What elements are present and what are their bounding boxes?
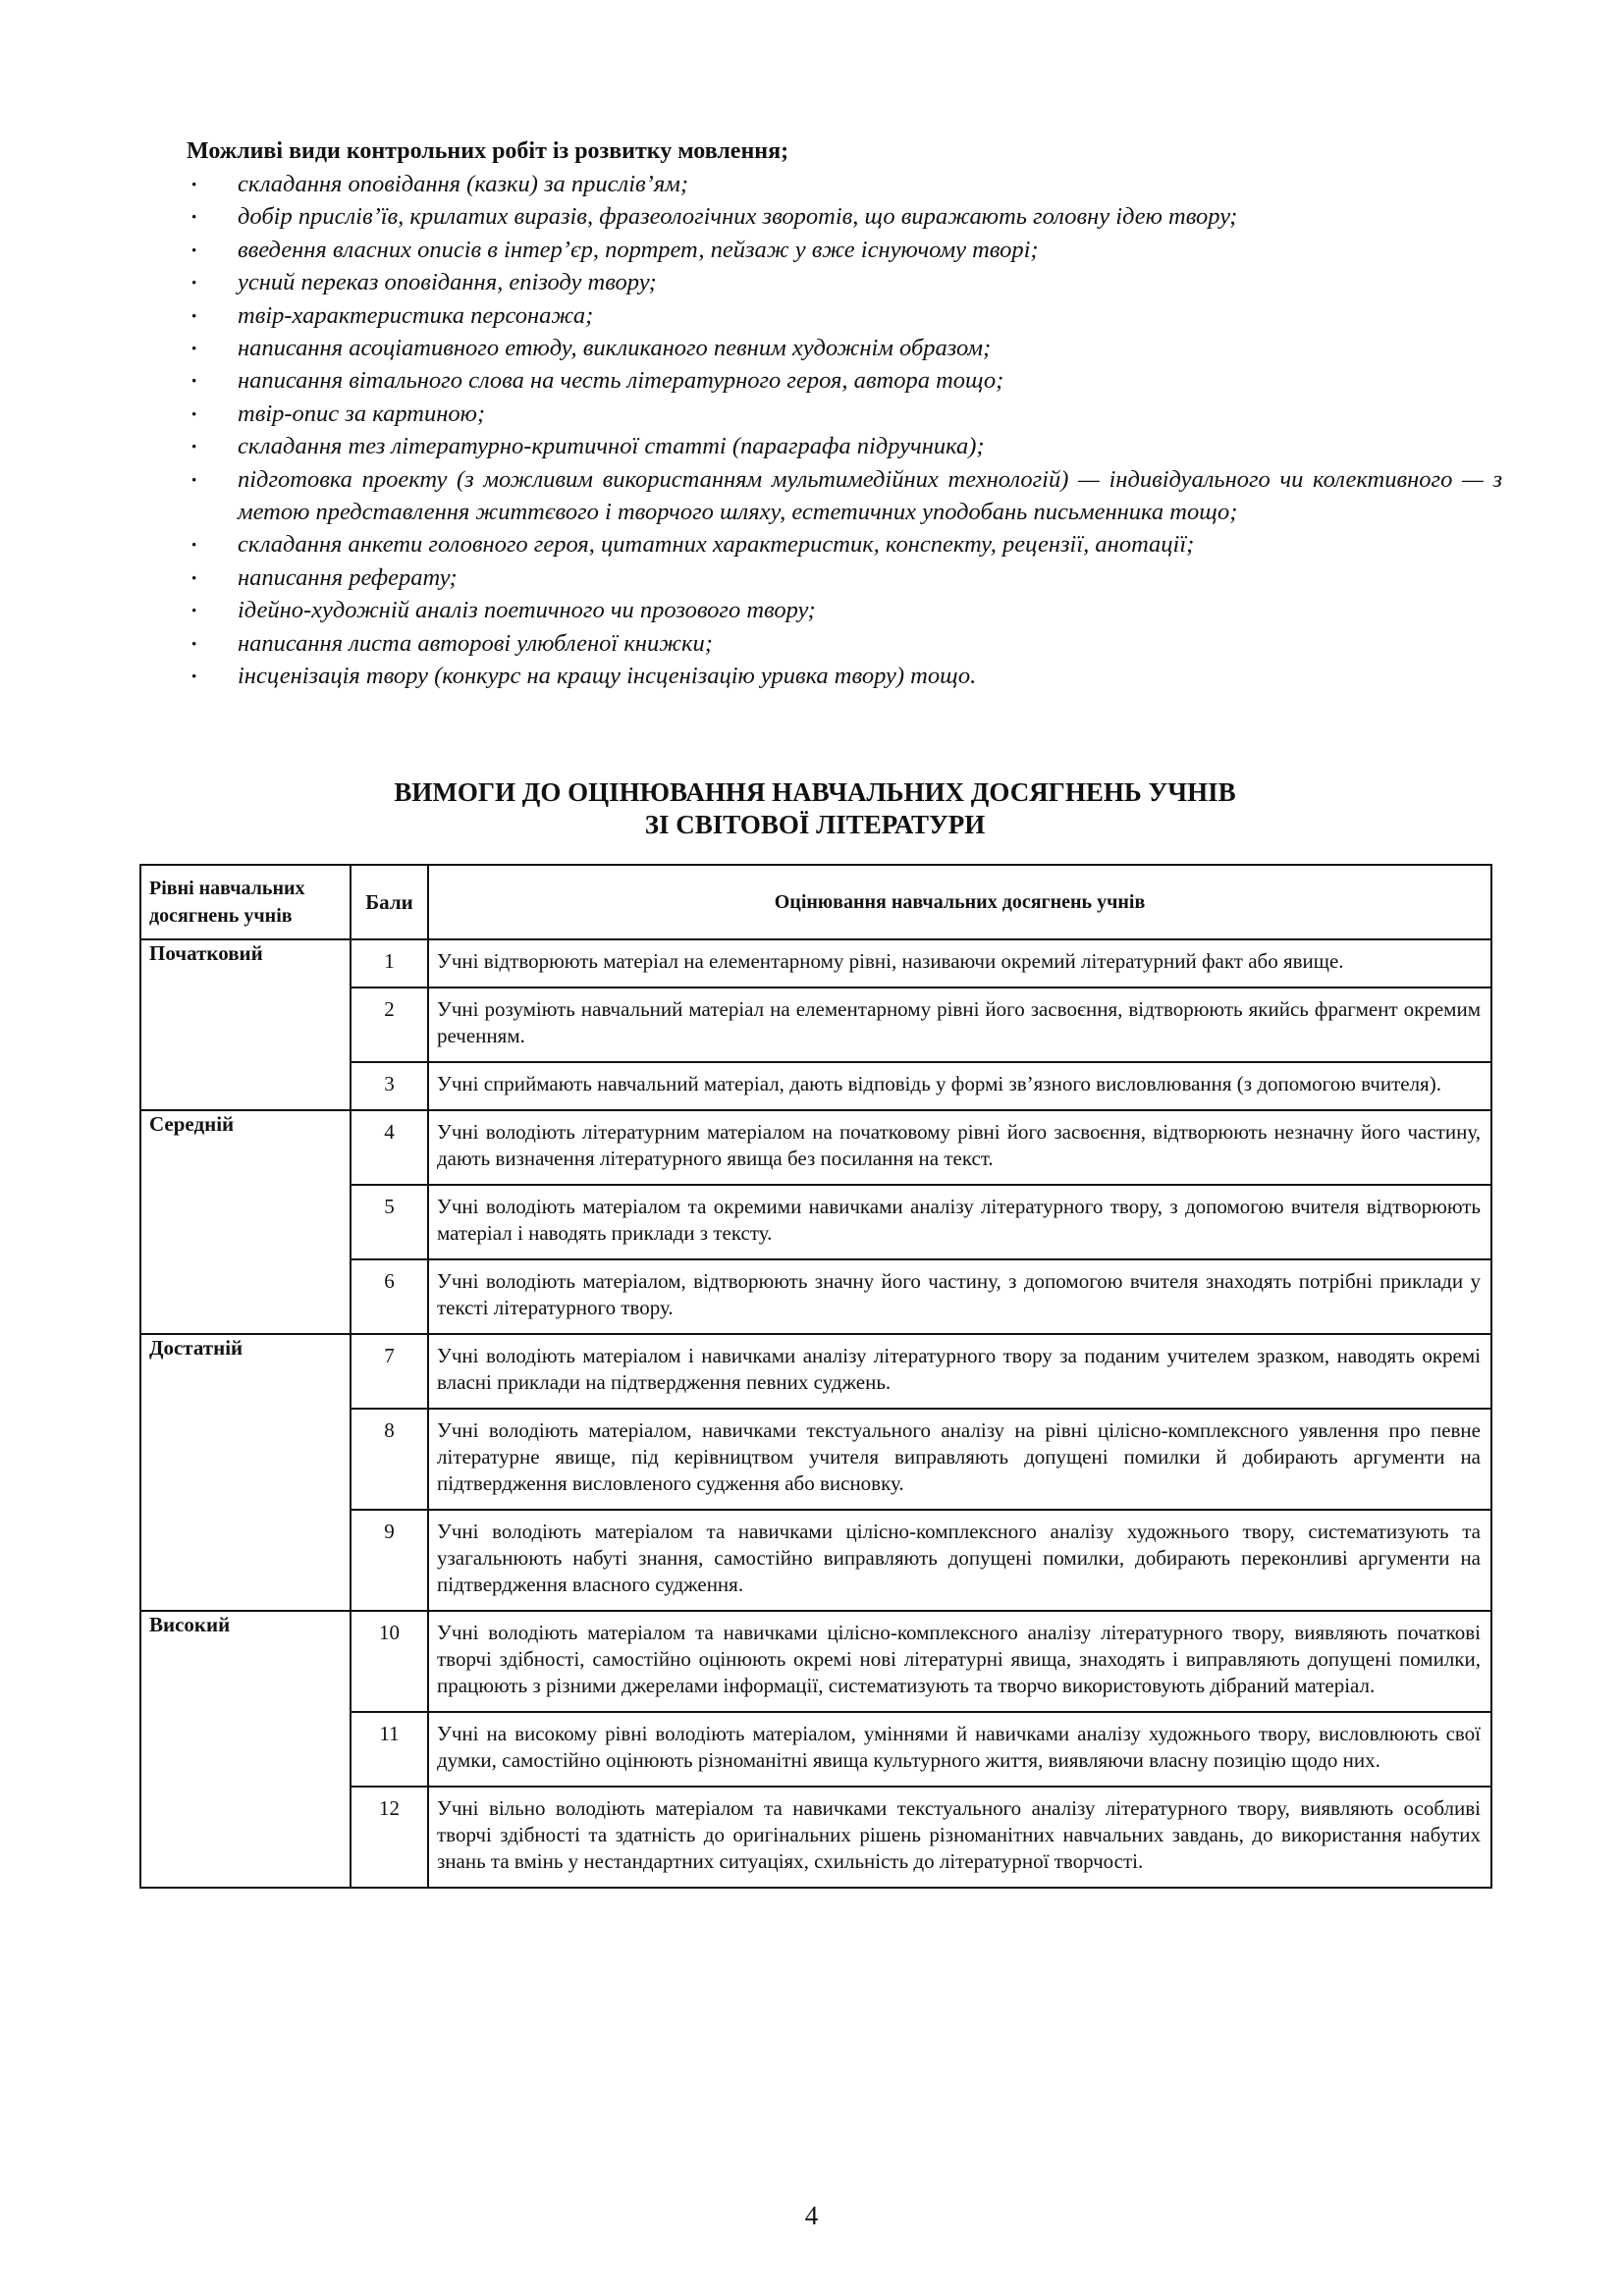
list-item-text: написання листа авторові улюбленої книжки; (238, 629, 713, 657)
level-name: Достатній (140, 1334, 351, 1611)
list-item-text: введення власних описів в інтер’єр, портрет, пейзаж у вже існуючому творі; (238, 236, 1039, 263)
list-item (187, 528, 1502, 561)
score-cell: 10 (351, 1611, 428, 1712)
list-item (187, 299, 1502, 332)
level-name: Високий (140, 1611, 351, 1888)
criteria-cell: Учні відтворюють матеріал на елементарному рівні, називаючи окремий літературний факт або явище. (428, 939, 1491, 988)
table-row (140, 939, 1491, 988)
heading-line-2: ЗІ СВІТОВОЇ ЛІТЕРАТУРИ (644, 810, 986, 839)
list-item-text: підготовка проекту (з можливим використанням мультимедійних технологій) — індивідуального чи колективного — з метою представлення життєвого і творчого шляху, естетичних уподобань письменника тощо; (238, 465, 1502, 526)
criteria-cell: Учні вільно володіють матеріалом та навичками текстуального аналізу літературного твору, виявляють особливі творчі здібності та здатність до оригінальних рішень різноманітних навчальних завдань, до використання набутих знань та вмінь у нестандартних ситуаціях, схильність до літературної творчості. (428, 1787, 1491, 1888)
header-levels: Рівні навчальних досягнень учнів (140, 865, 351, 939)
list-item (187, 168, 1502, 200)
criteria-cell: Учні на високому рівні володіють матеріалом, уміннями й навичками аналізу художнього твору, висловлюють свої думки, самостійно оцінюють різноманітні явища культурного життя, виявляючи власну позицію щодо них. (428, 1712, 1491, 1787)
bullet-icon: · (190, 630, 198, 656)
criteria-cell: Учні володіють матеріалом, відтворюють значну його частину, з допомогою вчителя знаходять потрібні приклади у тексті літературного твору. (428, 1259, 1491, 1334)
bullet-icon: · (190, 400, 198, 426)
score-cell: 6 (351, 1259, 428, 1334)
list-item (187, 332, 1502, 364)
table-header-row (140, 865, 1491, 939)
criteria-cell: Учні володіють матеріалом, навичками текстуального аналізу на рівні цілісно-комплексного уявлення про певне літературне явище, під керівництвом учителя виправляють допущені помилки й добирають аргументи на підтвердження висловленого судження або висновку. (428, 1409, 1491, 1510)
table-row (140, 1611, 1491, 1712)
score-cell: 9 (351, 1510, 428, 1611)
list-item-text: твір-опис за картиною; (238, 400, 486, 427)
score-cell: 5 (351, 1185, 428, 1259)
score-cell: 2 (351, 988, 428, 1062)
list-item-text: інсценізація твору (конкурс на кращу інсценізацію уривка твору) тощо. (238, 663, 977, 690)
list-item-text: написання асоціативного етюду, викликаного певним художнім образом; (238, 335, 992, 362)
heading-line-1: ВИМОГИ ДО ОЦІНЮВАННЯ НАВЧАЛЬНИХ ДОСЯГНЕНЬ УЧНІВ (394, 777, 1236, 807)
list-item-text: складання тез літературно-критичної статті (параграфа підручника); (238, 433, 985, 460)
list-item-text: усний переказ оповідання, епізоду твору; (238, 269, 657, 296)
level-name: Початковий (140, 939, 351, 1110)
criteria-cell: Учні володіють матеріалом та навичками цілісно-комплексного аналізу художнього твору, систематизують та узагальнюють набуті знання, самостійно виправляють допущені помилки, добирають переконливі аргументи на підтвердження власного судження. (428, 1510, 1491, 1611)
score-cell: 1 (351, 939, 428, 988)
list-item (187, 660, 1502, 692)
criteria-cell: Учні розуміють навчальний матеріал на елементарному рівні його засвоєння, відтворюють якийсь фрагмент окремим реченням. (428, 988, 1491, 1062)
score-cell: 4 (351, 1110, 428, 1185)
table-row (140, 1334, 1491, 1409)
speech-development-section (187, 135, 1502, 693)
assessment-table (139, 864, 1492, 1889)
table-body (140, 939, 1491, 1888)
list-item-text: добір прислів’їв, крилатих виразів, фразеологічних зворотів, що виражають головну ідею твору; (238, 203, 1238, 231)
list-item-text: складання анкети головного героя, цитатних характеристик, конспекту, рецензії, анотації; (238, 531, 1195, 559)
page-number: 4 (804, 2201, 819, 2230)
bullet-icon: · (190, 172, 198, 196)
bullet-icon: · (190, 368, 198, 394)
bullet-icon: · (190, 466, 198, 492)
list-item (187, 234, 1502, 266)
list-item (187, 200, 1502, 233)
bullet-icon: · (190, 664, 198, 689)
score-cell: 8 (351, 1409, 428, 1510)
level-name: Середній (140, 1110, 351, 1334)
list-item-text: складання оповідання (казки) за прислів’ям; (238, 171, 689, 197)
bullet-icon: · (190, 564, 198, 590)
table-heading (137, 776, 1492, 841)
score-cell: 11 (351, 1712, 428, 1787)
list-item (187, 594, 1502, 626)
score-cell: 3 (351, 1062, 428, 1110)
list-item (187, 364, 1502, 397)
list-item-text: твір-характеристика персонажа; (238, 301, 594, 329)
list-item (187, 430, 1502, 462)
score-cell: 12 (351, 1787, 428, 1888)
work-types-list (187, 168, 1502, 693)
header-scores: Бали (351, 865, 428, 939)
list-item-text: написання вітального слова на честь літературного героя, автора тощо; (238, 367, 1004, 395)
list-item-text: ідейно-художній аналіз поетичного чи прозового твору; (238, 597, 816, 624)
criteria-cell: Учні володіють матеріалом і навичками аналізу літературного твору за поданим учителем зразком, наводять окремі власні приклади на підтвердження певних суджень. (428, 1334, 1491, 1409)
bullet-icon: · (190, 204, 198, 230)
bullet-icon: · (190, 270, 198, 295)
bullet-icon: · (190, 336, 198, 361)
criteria-cell: Учні сприймають навчальний матеріал, дають відповідь у формі зв’язного висловлювання (з допомогою вчителя). (428, 1062, 1491, 1110)
bullet-icon: · (190, 598, 198, 623)
section-title: Можливі види контрольних робіт із розвитку мовлення; (187, 138, 789, 164)
score-cell: 7 (351, 1334, 428, 1409)
header-description: Оцінювання навчальних досягнень учнів (428, 865, 1491, 939)
list-item (187, 266, 1502, 298)
list-item (187, 627, 1502, 660)
bullet-icon: · (190, 302, 198, 328)
list-item (187, 561, 1502, 594)
list-item (187, 463, 1502, 529)
list-item (187, 398, 1502, 430)
criteria-cell: Учні володіють матеріалом та окремими навичками аналізу літературного твору, з допомогою вчителя відтворюють матеріал і наводять приклади з тексту. (428, 1185, 1491, 1259)
bullet-icon: · (190, 434, 198, 459)
bullet-icon: · (190, 532, 198, 558)
bullet-icon: · (190, 237, 198, 262)
list-item-text: написання реферату; (238, 563, 458, 591)
criteria-cell: Учні володіють літературним матеріалом на початковому рівні його засвоєння, відтворюють незначну його частину, дають визначення літературного явища без посилання на текст. (428, 1110, 1491, 1185)
criteria-cell: Учні володіють матеріалом та навичками цілісно-комплексного аналізу літературного твору, виявляють початкові творчі здібності, самостійно оцінюють окремі нові літературні явища, знаходять і виправляють допущені помилки, працюють з різними джерелами інформації, систематизують та творчо використовують дібраний матеріал. (428, 1611, 1491, 1712)
table-row (140, 1110, 1491, 1185)
